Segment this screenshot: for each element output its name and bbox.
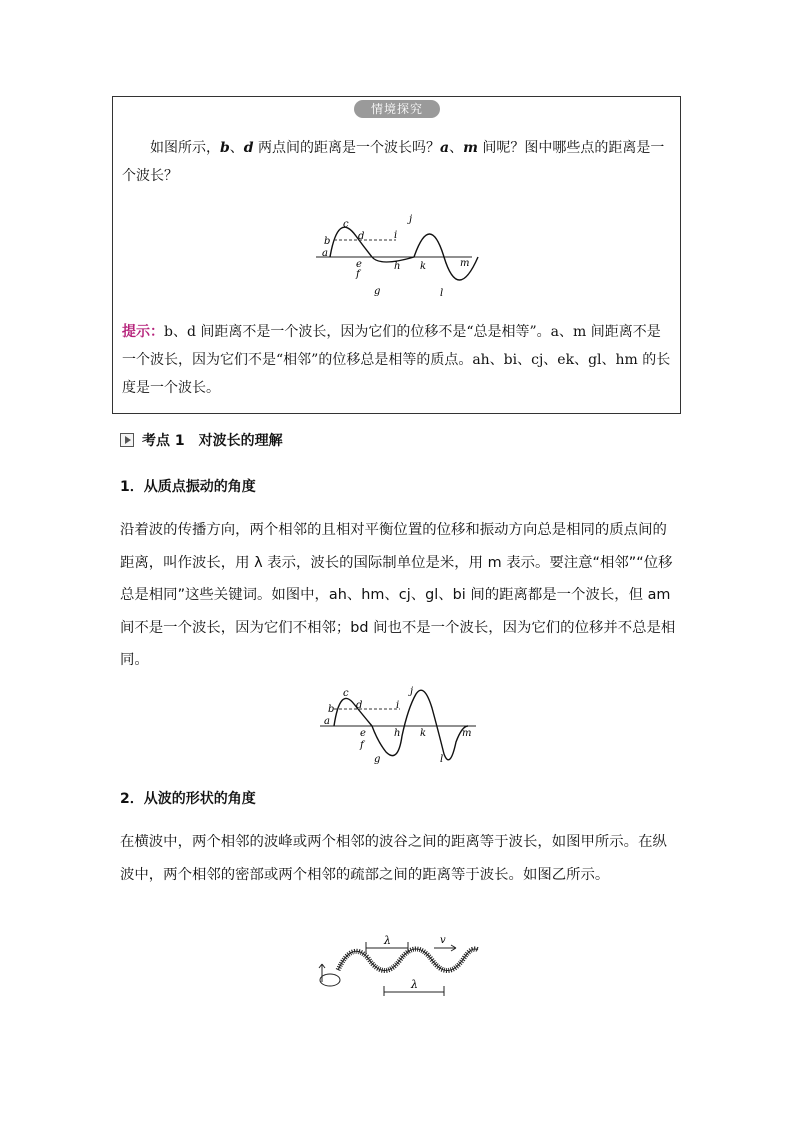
point-d: d xyxy=(243,140,254,156)
wave-label-h: h xyxy=(394,261,401,272)
lambda-bottom-label: λ xyxy=(411,978,418,991)
wave-label-e: e xyxy=(360,728,366,739)
wave-label-f: f xyxy=(360,740,364,751)
wave-label-j: j xyxy=(410,686,414,697)
wave-label-c: c xyxy=(343,688,349,699)
section-2-text: 在横波中，两个相邻的波峰或两个相邻的波谷之间的距离等于波长，如图甲所示。在纵波中，两个相邻的密部或两个相邻的疏部之间的距离等于波长。如图乙所示。 xyxy=(120,834,667,883)
wave-label-e: e xyxy=(356,259,362,270)
kaodian-heading xyxy=(120,430,283,450)
sep: 、 xyxy=(229,140,244,156)
hint-paragraph xyxy=(122,318,672,402)
wave-figure-2 xyxy=(316,684,486,764)
question-text: 两点间的距离是一个波长吗？ xyxy=(253,140,441,156)
scenario-badge: 情境探究 xyxy=(354,100,440,118)
question-text: 如图所示， xyxy=(150,140,220,156)
question-text: 间呢？图中哪些点的距离是一个波长？ xyxy=(122,140,665,184)
wave-label-f: f xyxy=(356,269,360,280)
wave-label-k: k xyxy=(420,728,427,739)
spring-wave-figure xyxy=(314,930,484,1000)
point-b: b xyxy=(220,140,230,156)
velocity-label: v xyxy=(440,935,446,946)
section-2-title: 2．从波的形状的角度 xyxy=(120,791,256,807)
wave-label-h: h xyxy=(394,728,401,739)
wave-label-l: l xyxy=(440,754,444,764)
wave-figure-1 xyxy=(312,210,482,300)
point-a: a xyxy=(440,140,450,156)
section-1-title: 1．从质点振动的角度 xyxy=(120,479,256,495)
hint-label: 提示： xyxy=(122,324,164,340)
section-1-text: 沿着波的传播方向，两个相邻的且相对平衡位置的位移和振动方向总是相同的质点间的距离，叫作波长，用 λ 表示，波长的国际制单位是米，用 m 表示。要注意“相邻”“位移总是相同”这些关键词。如图中，ah、hm、cj、gl、bi 间的距离都是一个波长，但 am 间不是一个波长，因为它们不相邻；bd 间也不是一个波长，因为它们的位移并不总是相同。 xyxy=(120,522,676,668)
wave-label-b: b xyxy=(328,704,335,715)
wave-label-b: b xyxy=(324,236,331,247)
sep: 、 xyxy=(449,140,464,156)
wave-label-m: m xyxy=(460,258,470,269)
wave-label-a: a xyxy=(322,248,328,259)
wave-label-a: a xyxy=(324,716,330,727)
wave-label-g: g xyxy=(374,754,381,764)
wave-label-m: m xyxy=(462,728,472,739)
wave-label-c: c xyxy=(343,219,349,230)
wave-label-k: k xyxy=(420,261,427,272)
question-paragraph xyxy=(122,134,672,190)
wave-label-g: g xyxy=(374,286,381,297)
kaodian-label: 考点 1 对波长的理解 xyxy=(142,433,283,449)
hint-text: b、d 间距离不是一个波长，因为它们的位移不是“总是相等”。a、m 间距离不是一个波长，因为它们不是“相邻”的位移总是相等的质点。ah、bi、cj、ek、gl、hm 的长度是一个波长。 xyxy=(122,324,671,396)
lambda-top-label: λ xyxy=(384,934,391,947)
wave-label-i: i xyxy=(396,700,400,711)
wave-label-l: l xyxy=(440,288,444,299)
wave-label-j: j xyxy=(409,214,413,225)
wave-label-d: d xyxy=(358,231,365,242)
play-icon xyxy=(120,433,134,447)
wave-label-i: i xyxy=(394,230,398,241)
wave-label-d: d xyxy=(356,700,363,711)
point-m: m xyxy=(463,140,478,156)
